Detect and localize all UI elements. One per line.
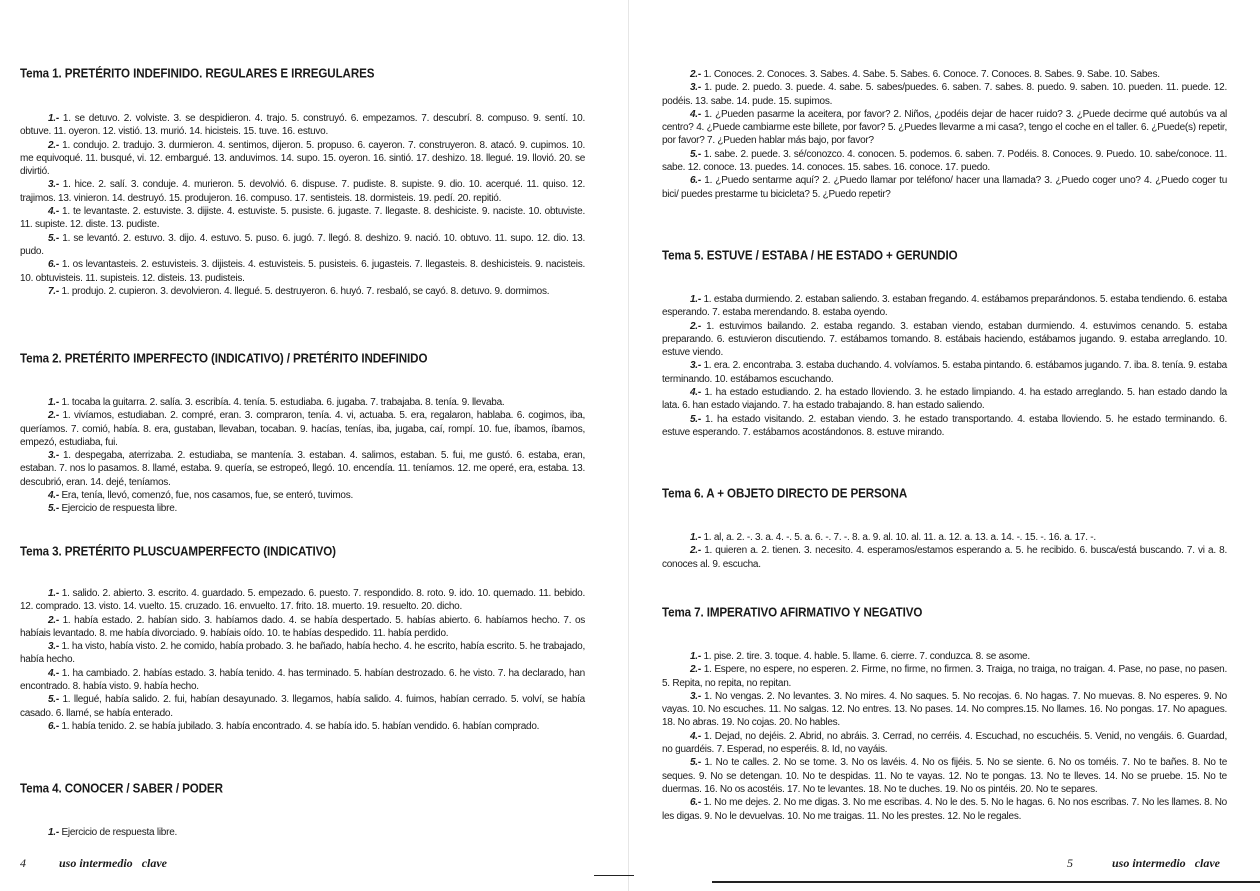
exercise xyxy=(662,730,1227,757)
theme-7 xyxy=(662,606,1227,619)
theme-2-exercises xyxy=(20,396,585,516)
exercise-text: 1. Dejad, no dejéis. 2. Abrid, no abráis. 3. Cerrad, no cerréis. 4. Escuchad, no escuchéis. 5. Venid, no vengáis. 6. Guardad, no guardéis. 7. Esperad, no esperéis. 8. Id, no vayáis. xyxy=(662,730,1227,756)
exercise-number: 6.- xyxy=(48,720,59,732)
exercise xyxy=(662,68,1227,81)
exercise-number: 3.- xyxy=(48,450,59,462)
exercise-number: 5.- xyxy=(48,232,59,244)
exercise-text: 1. se detuvo. 2. volviste. 3. se despidieron. 4. trajo. 5. construyó. 6. empezamos. 7. descubrí. 8. compuso. 9. sentí. 10. obtuve. 11. oyeron. 12. vistió. 13. murió. 14. hicisteis. 15. tuve. 16. estuvo. xyxy=(20,113,585,138)
exercise xyxy=(662,81,1227,108)
spine-mark xyxy=(594,875,634,876)
footer-rule xyxy=(712,881,1260,883)
exercise xyxy=(662,756,1227,796)
exercise-text: 1. No te calles. 2. No se tome. 3. No os lavéis. 4. No os fijéis. 5. No se siente. 6. No os toméis. 7. No te bañes. 8. No te seques. 9. No se detengan. 10. No te despidas. 11. No te vayas. 12. No te pongas. 13. No te lleves. 14. No se pruebe. 15. No te duermas. 16. No os acostéis. 17. No te levantes. 18. No te duches. 19. No os pintéis. 20. No te separes. xyxy=(662,757,1227,795)
exercise-text: 1. despegaba, aterrizaba. 2. estudiaba, se mantenía. 3. estaban. 4. salimos, estaban. 5. fui, me gustó. 6. estaba, eran, estaban. 7. nos lo pasamos. 8. llamé, estaba. 9. quería, se estropeó, llegó. 10. encendía. 11. teníamos. 12. me operé, era, estaba. 13. descubrió, eran. 14. dejé, teníamos. xyxy=(20,450,585,488)
exercise-text: 1. al, a. 2. -. 3. a. 4. -. 5. a. 6. -. 7. -. 8. a. 9. al. 10. al. 11. a. 12. a. 13. a. 14. -. 15. -. 16. a. 17. -. xyxy=(700,532,1096,543)
exercise xyxy=(662,293,1227,320)
exercise-text: 1. tocaba la guitarra. 2. salía. 3. escribía. 4. tenía. 5. estudiaba. 6. jugaba. 7. trabajaba. 8. tenía. 9. llevaba. xyxy=(58,397,505,408)
exercise-text: 1. ha visto, había visto. 2. he comido, había probado. 3. he bañado, había hecho. 4. he escrito, había escrito. 5. he trabajado, había hecho. xyxy=(20,641,585,666)
exercise xyxy=(20,693,585,720)
exercise xyxy=(662,148,1227,175)
theme-title: Tema 6. A + OBJETO DIRECTO DE PERSONA xyxy=(662,486,908,501)
exercise xyxy=(20,205,585,232)
exercise xyxy=(20,489,585,502)
exercise-number: 2.- xyxy=(690,664,701,676)
theme-title: Tema 2. PRETÉRITO IMPERFECTO (INDICATIVO) / PRETÉRITO INDEFINIDO xyxy=(20,351,428,366)
exercise-number: 2.- xyxy=(690,69,701,80)
exercise-text: 1. vivíamos, estudiaban. 2. compré, eran. 3. compraron, tenía. 4. vi, actuaba. 5. era, regalaron, hablaba. 6. cogimos, iba, queríamos. 7. comió, había. 8. era, gustaban, llevaban, tocaban. 9. hacías, tenías, iba, jugaba, caí, rompí. 10. fue, íbamos, íbamos, empezó, estudiaba, fui. xyxy=(20,410,585,448)
theme-2 xyxy=(20,352,585,365)
exercise xyxy=(662,663,1227,690)
exercise-number: 5.- xyxy=(690,757,701,769)
exercise-number: 3.- xyxy=(690,690,701,702)
exercise-text: 1. os levantasteis. 2. estuvisteis. 3. dijisteis. 4. estuvisteis. 5. pusisteis. 6. jugasteis. 7. llegasteis. 8. deshicisteis. 9. nacisteis. 10. obtuvisteis. 11. supisteis. 12. disteis. 13. pudisteis. xyxy=(20,259,585,284)
exercise-number: 7.- xyxy=(48,285,59,297)
exercise xyxy=(662,320,1227,360)
exercise-number: 1.- xyxy=(48,588,59,599)
exercise xyxy=(20,640,585,667)
exercise-text: 1. hice. 2. salí. 3. conduje. 4. murieron. 5. devolvió. 6. dispuse. 7. pudiste. 8. supiste. 9. dio. 10. acerqué. 11. quiso. 12. trajimos. 13. vinieron. 14. destruyó. 15. produjeron. 16. compuso. 17. sentisteis. 18. dormisteis. 19. pedí. 20. repitió. xyxy=(20,179,585,204)
theme-title: Tema 7. IMPERATIVO AFIRMATIVO Y NEGATIVO xyxy=(662,605,923,620)
exercise xyxy=(662,690,1227,730)
exercise xyxy=(662,413,1227,440)
exercise xyxy=(662,386,1227,413)
exercise-text: 1. pise. 2. tire. 3. toque. 4. hable. 5. llame. 6. cierre. 7. conduzca. 8. se asome. xyxy=(700,651,1030,662)
exercise-text: 1. ha cambiado. 2. habías estado. 3. había tenido. 4. has terminado. 5. habían destrozado. 6. he visto. 7. ha declarado, han encontrado. 8. había visto. 9. había hecho. xyxy=(20,667,585,693)
page-footer xyxy=(1067,856,1220,871)
exercise-number: 1.- xyxy=(690,294,701,305)
exercise-text: Ejercicio de respuesta libre. xyxy=(58,503,178,515)
exercise xyxy=(20,502,585,515)
exercise-number: 3.- xyxy=(690,82,701,94)
exercise xyxy=(20,409,585,449)
exercise-text: 1. sabe. 2. puede. 3. sé/conozco. 4. conocen. 5. podemos. 6. saben. 7. Podéis. 8. Conoces. 9. Puedo. 10. sabe/conoce. 11. sabe. 12. conoce. 13. puedes. 14. conoces. 15. sabes. 16. conoce. 17. puedo. xyxy=(662,148,1227,174)
exercise-text: 1. había tenido. 2. se había jubilado. 3. había encontrado. 4. se había ido. 5. habían vendido. 6. habían comprado. xyxy=(58,720,540,732)
exercise-number: 6.- xyxy=(48,259,59,271)
exercise xyxy=(662,796,1227,823)
theme-4 xyxy=(20,782,585,795)
exercise xyxy=(662,359,1227,386)
exercise-text: 1. ha estado estudiando. 2. ha estado lloviendo. 3. he estado limpiando. 4. ha estado arreglando. 5. han estado dando la lata. 6. han estado viajando. 7. ha estado trabajando. 8. han estado saliendo. xyxy=(662,387,1227,412)
exercise-number: 2.- xyxy=(48,410,59,422)
exercise-text: 1. quieren a. 2. tienen. 3. necesito. 4. esperamos/estamos esperando a. 5. he recibido. 6. busca/está buscando. 7. vi a. 8. conoces al. 9. escucha. xyxy=(662,545,1227,570)
exercise-number: 1.- xyxy=(48,397,59,408)
book-tag: clave xyxy=(1194,856,1220,870)
exercise xyxy=(20,285,585,298)
exercise-number: 5.- xyxy=(690,413,701,425)
exercise xyxy=(20,258,585,285)
exercise xyxy=(662,108,1227,148)
page-number: 5 xyxy=(1067,856,1073,870)
exercise-text: 1. estaba durmiendo. 2. estaban saliendo. 3. estaban fregando. 4. estábamos preparándonos. 5. estaba tendiendo. 6. estaba esperando. 7. estaba merendando. 8. estaba oyendo. xyxy=(662,294,1227,319)
exercise-number: 2.- xyxy=(690,320,701,332)
theme-3-exercises xyxy=(20,587,585,733)
exercise-number: 4.- xyxy=(48,206,59,218)
exercise-number: 4.- xyxy=(690,730,701,742)
exercise-text: 1. condujo. 2. tradujo. 3. durmieron. 4. sentimos, dijeron. 5. propuso. 6. cayeron. 7. construyeron. 8. atacó. 9. cupimos. 10. me equivoqué. 11. busqué, vi. 12. embargué. 13. anduvimos. 14. supo. 15. oyeron. 16. sintió. 17. deshizo. 18. llegué. 19. llovió. 20. se divirtió. xyxy=(20,139,585,178)
book-title: uso intermedio xyxy=(59,856,133,870)
exercise-text: 1. te levantaste. 2. estuviste. 3. dijiste. 4. estuviste. 5. pusiste. 6. jugaste. 7. llegaste. 8. deshiciste. 9. naciste. 10. obtuviste. 11. supiste. 12. diste. 13. pudiste. xyxy=(20,206,585,231)
exercise xyxy=(20,667,585,694)
theme-title: Tema 3. PRETÉRITO PLUSCUAMPERFECTO (INDICATIVO) xyxy=(20,544,336,559)
exercise xyxy=(662,174,1227,201)
exercise-number: 4.- xyxy=(48,490,59,502)
exercise xyxy=(20,232,585,259)
theme-title: Tema 5. ESTUVE / ESTABA / HE ESTADO + GERUNDIO xyxy=(662,248,958,263)
exercise-number: 3.- xyxy=(690,360,701,372)
exercise-text: 1. había estado. 2. habían sido. 3. habíamos dado. 4. se había despertado. 5. habías abierto. 6. habíamos hecho. 7. os habíais levantado. 8. me había divorciado. 9. habíais oído. 10. te habías despedido. 11. había perdido. xyxy=(20,614,585,639)
exercise-number: 1.- xyxy=(690,651,701,662)
exercise-text: 1. No vengas. 2. No levantes. 3. No mires. 4. No saques. 5. No recojas. 6. No hagas. 7. No muevas. 8. No esperes. 9. No vayas. 10. No escuches. 11. No salgas. 12. No entres. 13. No pases. 14. No compres.15. No llames. 16. No pongas. 17. No apagues. 18. No abras. 19. No cojas. 20. No hables. xyxy=(662,690,1227,729)
exercise xyxy=(20,614,585,641)
left-page xyxy=(0,0,628,891)
exercise-number: 1.- xyxy=(48,827,59,838)
theme-title: Tema 4. CONOCER / SABER / PODER xyxy=(20,781,223,796)
page-number: 4 xyxy=(20,856,26,870)
exercise-text: Ejercicio de respuesta libre. xyxy=(58,827,178,838)
exercise xyxy=(662,531,1227,544)
exercise-number: 2.- xyxy=(48,614,59,626)
exercise xyxy=(662,544,1227,571)
exercise-number: 5.- xyxy=(48,694,59,706)
theme-6 xyxy=(662,487,1227,500)
page-spine xyxy=(628,0,629,891)
exercise-text: 1. ha estado visitando. 2. estaban viendo. 3. he estado transportando. 4. estaba lloviendo. 5. he estado terminando. 6. estuve esperando. 7. estábamos acostándonos. 8. estuve mirando. xyxy=(662,413,1227,438)
book-title: uso intermedio xyxy=(1112,856,1186,870)
exercise-text: 1. Espere, no espere, no esperen. 2. Firme, no firme, no firmen. 3. Traiga, no traiga, no traigan. 4. Pase, no pase, no pasen. 5. Repita, no repita, no repitan. xyxy=(662,664,1227,689)
exercise-number: 2.- xyxy=(690,545,701,557)
right-page xyxy=(632,0,1260,891)
theme-6-exercises xyxy=(662,531,1227,571)
theme-5-exercises xyxy=(662,293,1227,439)
exercise-text: 1. No me dejes. 2. No me digas. 3. No me escribas. 4. No le des. 5. No le hagas. 6. No nos escribas. 7. No les llames. 8. No les digas. 9. No le devuelvas. 10. No me traigas. 11. No les prestes. 12. No le regales. xyxy=(662,797,1227,822)
exercise-text: 1. ¿Pueden pasarme la aceitera, por favor? 2. Niños, ¿podéis dejar de hacer ruido? 3. ¿Puede decirme qué autobús va al centro? 4. ¿Puede cambiarme este billete, por favor? 5. ¿Puedes llevarme a mi casa?, tengo el coche en el taller. 6. ¿Puede(s) repetir, por favor? 7. ¿Pueden hablar más bajo, por favor? xyxy=(662,108,1227,147)
exercise-text: 1. salido. 2. abierto. 3. escrito. 4. guardado. 5. empezado. 6. puesto. 7. respondido. 8. roto. 9. ido. 10. quemado. 11. bebido. 12. comprado. 13. visto. 14. vuelto. 15. cruzado. 16. envuelto. 17. frito. 18. muerto. 19. resuelto. 20. dicho. xyxy=(20,588,585,613)
theme-3 xyxy=(20,545,585,558)
exercise xyxy=(20,112,585,139)
exercise-number: 1.- xyxy=(48,113,59,124)
exercise-number: 6.- xyxy=(690,797,701,809)
exercise-number: 6.- xyxy=(690,175,701,187)
exercise-number: 3.- xyxy=(48,641,59,653)
theme-1-exercises xyxy=(20,112,585,298)
exercise-text: 1. estuvimos bailando. 2. estaba regando. 3. estaban viendo, estaban durmiendo. 4. estuvimos cenando. 5. estaba preparando. 6. estuvieron discutiendo. 7. estábamos tomando. 8. estábais haciendo, estábamos jugando. 9. estaba arreglando. 10. estuve viendo. xyxy=(662,320,1227,359)
exercise xyxy=(20,826,585,839)
theme-title: Tema 1. PRETÉRITO INDEFINIDO. REGULARES E IRREGULARES xyxy=(20,66,375,81)
exercise-number: 3.- xyxy=(48,179,59,191)
exercise-number: 4.- xyxy=(690,108,701,120)
theme-7-exercises xyxy=(662,650,1227,823)
theme-4-continued xyxy=(662,68,1227,201)
exercise-text: 1. se levantó. 2. estuvo. 3. dijo. 4. estuvo. 5. puso. 6. jugó. 7. llegó. 8. deshizo. 9. nació. 10. obtuvo. 11. supo. 12. dio. 13. pudo. xyxy=(20,232,585,257)
exercise xyxy=(20,396,585,409)
exercise-text: 1. produjo. 2. cupieron. 3. devolvieron. 4. llegué. 5. destruyeron. 6. huyó. 7. resbaló, se cayó. 8. detuvo. 9. dormimos. xyxy=(58,285,550,297)
theme-4-exercises xyxy=(20,826,585,839)
exercise-text: 1. Conoces. 2. Conoces. 3. Sabes. 4. Sabe. 5. Sabes. 6. Conoce. 7. Conoces. 8. Sabes. 9. Sabe. 10. Sabes. xyxy=(700,69,1160,80)
exercise xyxy=(20,587,585,614)
exercise xyxy=(20,449,585,489)
exercise-number: 5.- xyxy=(690,148,701,160)
exercise-text: 1. pude. 2. puedo. 3. puede. 4. sabe. 5. sabes/puedes. 6. saben. 7. sabes. 8. puedo. 9. saben. 10. pueden. 11. puede. 12. podéis. 13. sabe. 14. pude. 15. supimos. xyxy=(662,82,1227,107)
exercise-number: 2.- xyxy=(48,139,59,151)
theme-1 xyxy=(20,67,585,80)
exercise xyxy=(20,178,585,205)
exercise-text: 1. llegué, había salido. 2. fui, habían desayunado. 3. llegamos, había salido. 4. fuimos, habían cerrado. 5. volví, se había casado. 6. llamé, se había enterado. xyxy=(20,694,585,719)
exercise-number: 5.- xyxy=(48,503,59,515)
theme-5 xyxy=(662,249,1227,262)
exercise-number: 4.- xyxy=(48,667,59,679)
page-footer xyxy=(20,856,167,871)
exercise xyxy=(20,139,585,179)
book-tag: clave xyxy=(141,856,167,870)
exercise-text: 1. ¿Puedo sentarme aquí? 2. ¿Puedo llamar por teléfono/ hacer una llamada? 3. ¿Puedo coger uno? 4. ¿Puedo coger tu bici/ puedes prestarme tu bicicleta? 5. ¿Puedo repetir? xyxy=(662,175,1227,200)
exercise-number: 4.- xyxy=(690,387,701,399)
exercise-text: Era, tenía, llevó, comenzó, fue, nos casamos, fue, se enteró, tuvimos. xyxy=(58,490,353,502)
exercise xyxy=(662,650,1227,663)
exercise xyxy=(20,720,585,733)
exercise-text: 1. era. 2. encontraba. 3. estaba duchando. 4. volvíamos. 5. estaba pintando. 6. estábamos jugando. 7. iba. 8. tenía. 9. estaba terminando. 10. estábamos escuchando. xyxy=(662,360,1227,385)
exercise-number: 1.- xyxy=(690,532,701,543)
